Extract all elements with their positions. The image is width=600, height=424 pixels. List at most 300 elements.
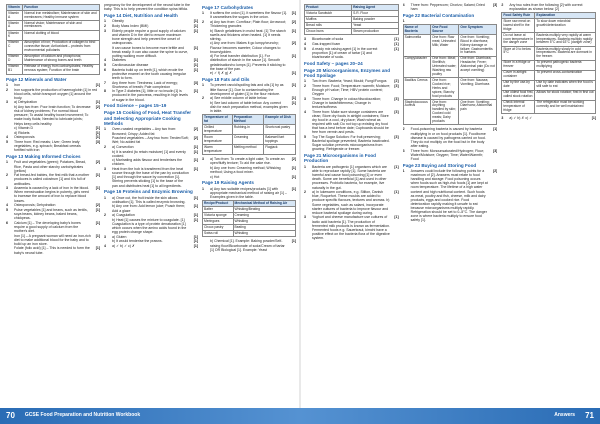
marks: [1] [193, 58, 198, 63]
answer-item [202, 96, 296, 100]
fat-temperature-table [202, 114, 296, 155]
question-number: 1 [304, 164, 306, 169]
answer-text: e) ✓ f) ✗ g) ✗ [210, 71, 233, 76]
marks: [2] [193, 127, 198, 132]
question-number: 2 [6, 173, 8, 178]
raising-air-table [202, 200, 296, 237]
table-cell: Vitamin D [7, 54, 23, 64]
marks: [2] [95, 105, 100, 110]
table-cell: Steam production [352, 29, 399, 35]
table-cell: Absorption of calcium and phosphorus; Maintenance of strong bones and teeth [23, 54, 100, 64]
table-cell: Vitamin A [7, 21, 23, 31]
answer-item [6, 246, 100, 254]
column-header: Recipe/Product [203, 201, 234, 207]
answer-text: A ready mix raising agent [1] in the correct proportion [1] of cream of tartar [1] and bicarbonate of soda. [312, 46, 378, 59]
answer-item [304, 47, 399, 59]
left-col-3 [202, 3, 296, 402]
question-number: 2 [104, 213, 106, 218]
marks: [1] [394, 215, 399, 220]
table-cell: To slow down microbial growth/deterioration [535, 19, 596, 33]
question-number [104, 218, 110, 235]
question-number: 5 [6, 207, 8, 212]
question-number: 3 [104, 28, 106, 33]
marks: [1] [291, 96, 296, 101]
question-number: 1 [402, 19, 405, 24]
table-row [7, 11, 100, 21]
table-row [403, 78, 497, 100]
bacteria-table [403, 24, 498, 125]
table-cell: One from: Diarrhoea; Headache; Fever; Abdominal pain (Do not accept vomiting) [459, 56, 497, 78]
table-cell: Flapjack [264, 145, 296, 155]
answer-item [304, 135, 399, 152]
section-heading: Page 16 Proteins and Enzymic Browning [104, 189, 193, 195]
marks: [1] [193, 23, 198, 28]
table-row [502, 60, 596, 70]
question-number: 3 [202, 157, 204, 161]
marks: [1] [291, 186, 296, 191]
table-cell: Choux buns [305, 29, 352, 35]
question-number [104, 158, 110, 166]
answer-item [202, 239, 296, 251]
column-header: Name of Bacteria [403, 25, 430, 35]
table-cell: Bacillus Cereus [403, 78, 430, 100]
table-row [403, 35, 497, 57]
answer-text: Gas-trapped foam [312, 41, 341, 46]
question-number: 2 [202, 96, 204, 101]
table-cell: Absorption of iron; Production of collagen to bind connective tissue; Antioxidant – protects from environmental pollutants [23, 40, 100, 54]
answer-item [104, 81, 198, 89]
marks: [1] [95, 135, 100, 140]
table-cell: Staphylococcus Aureus [403, 100, 430, 125]
answer-text: Osteoporosis [14, 135, 35, 140]
marks: [2] [193, 136, 198, 141]
answer-item [104, 136, 198, 144]
question-number: 1 [104, 19, 106, 24]
answer-text: b) Chemical [1]. Example: Baking powder/Self-raising flour/Bicarbonate of soda/Cream of tartar [1] OR Biological [1]. Example: Yeast [210, 239, 285, 252]
question-number: 4 [104, 244, 106, 249]
marks: [1] [193, 234, 198, 239]
question-number: 1 [304, 79, 306, 84]
marks: [1] [291, 71, 296, 76]
answer-item [104, 63, 198, 67]
answer-item [104, 213, 198, 217]
answer-item [6, 221, 100, 233]
marks: [1] [193, 204, 198, 209]
marks: [1] [193, 149, 198, 154]
answer-item [104, 167, 198, 188]
answer-text: Three from: Change in colour/discolouration; Change in taste/bitterness; Change in texture/softness [312, 96, 382, 110]
page-number-left: 70 [6, 411, 15, 421]
left-col-2 [104, 3, 198, 402]
table-cell: Release of energy from carbohydrates; Healthy nervous system; Function of the brain [23, 64, 100, 74]
question-number [104, 239, 110, 243]
question-number: 6 [104, 67, 106, 72]
marks: [1] [95, 233, 100, 238]
answer-item [202, 83, 296, 95]
table-cell: Store in a fridge or freezer [502, 60, 535, 70]
marks: [1] [394, 41, 399, 46]
answer-item [6, 208, 100, 220]
question-number: 4 [304, 41, 306, 46]
answer-item [6, 126, 100, 130]
marks: [1] [95, 82, 100, 87]
question-number [202, 239, 208, 251]
vitamin-table [6, 4, 100, 75]
question-number: 5 [304, 46, 306, 51]
question-number: 3 [304, 96, 306, 101]
question-number [202, 101, 208, 113]
table-row [203, 135, 296, 145]
left-footer [0, 408, 300, 424]
question-number: 3 [304, 215, 306, 220]
table-cell: Allows for stock rotation; first in first out [535, 90, 596, 100]
question-number: 3 [104, 167, 106, 172]
question-number: 4 [6, 203, 8, 208]
section-heading: Page 21 Microorganisms in Food Production [304, 153, 376, 164]
section-title: Answers [554, 412, 576, 419]
answer-item [304, 84, 399, 96]
marks: [1] [291, 28, 296, 33]
marks: [1] [193, 67, 198, 72]
answer-item [6, 203, 100, 207]
answer-item [6, 100, 100, 104]
marks: [3] [493, 148, 498, 153]
answer-text: b) It is sealed (to retain moisture) [1] and evenly cooked. [112, 149, 186, 158]
answer-item [304, 110, 399, 135]
answer-text: Diabetes [112, 58, 126, 63]
marks: [3] [493, 3, 498, 7]
intro-text: pregnancy for the development of the neural tube in the baby. This is to help prevent the condition spina bifida. [104, 3, 191, 12]
answer-item [104, 46, 198, 58]
question-number: 4 [402, 3, 405, 7]
answer-text: Three from: Red meats; Liver; Green leafy vegetables, e.g. spinach; Breakfast cereals fortified with iron [14, 140, 81, 153]
section-heading: Page 17 Carbohydrates [202, 4, 254, 10]
table-cell: One from: Anything handled by skin; Cooked cold meats; Dairy products [431, 100, 459, 125]
table-row [305, 29, 399, 35]
answer-text [411, 19, 498, 23]
question-number: 5 [6, 140, 8, 145]
answer-text: b) Any one from: Creaming method; Whisking method; Using a food mixer. [210, 165, 281, 174]
table-header-row [203, 115, 296, 125]
section-heading: Page 13 Making Informed Choices [6, 154, 81, 160]
table-row [502, 19, 596, 33]
question-number: 3 [304, 37, 306, 42]
marks: [1] [394, 46, 399, 51]
answer-text: Elderly people require a good supply of calcium and vitamin D in the diet to ensure maximum bone strength and help prevent the onset of osteoporosis. [112, 28, 186, 45]
table-row [7, 40, 100, 54]
marks: [1] [95, 246, 100, 251]
question-number: 1 [6, 160, 8, 165]
marks: [1] [291, 83, 296, 88]
answer-item [403, 169, 498, 223]
marks: [3] [394, 83, 399, 88]
marks: [3] [394, 134, 399, 139]
table-cell: Vitamin K [7, 30, 23, 40]
section-heading: Page 23 Buying and Storing Food [402, 162, 477, 168]
answer-text: To prevent rancid/spoiling fats and oils [1] by as little flavour [1]. Due to contaminating the development of gluten [1] in the flour mixture. [210, 83, 284, 96]
table-cell: Campylobacter [403, 56, 430, 78]
column-header: Example of Dish [264, 115, 296, 125]
marks: [1] [193, 19, 198, 24]
answer-text: Calcium [1] – The developing baby's bones require a good supply of calcium from the mother's diet. [14, 220, 81, 233]
table-cell: One from: Vomiting; Blood in diarrhoea; Kidney damage or failure; Gastroenteritis in humans [459, 35, 497, 57]
answer-text: Heat from the hob is transferred from the heat source through the base of the pan by conduction [1] and through the sauce by convection [1]. Stirring prevents sticking [1] to the base of the pan and distributes heat [1] to all ingredients. [112, 167, 189, 188]
column-header: Vitamin [7, 5, 23, 11]
answer-text: Bacteria build up on teeth [1], which erode the protective enamel on the tooth causing irregular teeth to form. [112, 67, 186, 80]
answer-text: Folate (folic acid) [1] – This is needed to form the baby's neural tube. [14, 246, 90, 255]
question-number: 3 [6, 100, 8, 105]
answer-text: a) ✓ b) ✗ c) ✓ [509, 116, 533, 121]
right-page [300, 0, 600, 424]
question-number [202, 166, 208, 174]
table-cell: Baking powder [352, 17, 399, 23]
marks: [3] [394, 109, 399, 114]
table-cell: Vitamin C [7, 40, 23, 54]
answer-text: Bicarbonate of soda [312, 37, 344, 42]
question-number [6, 234, 12, 246]
book-title: GCSE Food Preparation and Nutrition Workbook [24, 412, 141, 419]
answer-text: Three from: Make sure storage containers are clean; Store dry foods in airtight containers; Store dry food in a cool, dry place; Wash wheat as required with salt; Do not top up existing dry food that has a best before date; Cupboards should be free from vermin and pests. [312, 109, 389, 135]
question-number: 1 [104, 195, 106, 200]
answer-text: In Type 2 diabetes [1], little or no insulin [1] is produced in the pancreas, resulting in high levels of sugar in the blood. [112, 89, 188, 102]
table-cell: The refrigerator must be working correctly and be well maintained [535, 100, 596, 114]
answer-text: Top The Sugar Solution: For fruit preserving; Bacterial spoilage prevented; Bacteria inactivated. Sugar solution prevents microorganisms from growing; Refrigerate or freezer. [312, 134, 390, 152]
answer-text: Iron supports the production of haemoglobin [1] in red blood cells, which transport oxygen [1] around the body. [14, 87, 98, 100]
marks: [2] [493, 168, 498, 173]
answer-item [304, 79, 399, 83]
marks: [1] [394, 164, 399, 169]
food-safety-table [501, 12, 596, 114]
table-cell: Chilled temperature [203, 125, 233, 135]
section-heading: Page 14 Diet, Nutrition and Health [104, 12, 178, 18]
table-cell: Use by the use-by date [502, 80, 535, 90]
answer-text: b) Starch gelatinises in moist heat. [1] The starch swells and thickens when heated. [1] It needs stirring. [210, 28, 286, 41]
answer-item [202, 20, 296, 28]
right-footer [300, 408, 600, 424]
answer-item [104, 68, 198, 80]
answer-text: Osteoporosis; Dehydration [14, 203, 56, 208]
answer-item [403, 149, 498, 161]
table-cell: Do not leave at room temperature in the danger zone [503, 32, 534, 45]
answer-text: a) Once cut, the fruit inside the skin allows oxidisation [1]. This is called enzymic browning. [112, 195, 186, 204]
table-row [502, 100, 596, 114]
marks: [1] [193, 89, 198, 94]
question-number [104, 46, 110, 58]
answer-text: c) Hot [210, 174, 220, 179]
question-number: 2 [104, 23, 106, 28]
answer-item [104, 89, 198, 101]
table-row [502, 33, 596, 47]
table-cell: Shortcrust pastry [264, 125, 296, 135]
answer-text: Obesity [112, 19, 124, 24]
answer-text: b) Heat [1] causes the mixture to coagulate. [1] Coagulation is a type of protein denaturation [1] which occurs when the amino acids found in the egg protein change shape. [112, 217, 187, 235]
question-number [6, 126, 12, 130]
question-number: 1 [202, 83, 204, 88]
marks: [1] [95, 126, 100, 131]
answer-item [104, 218, 198, 235]
column-header: Product [305, 5, 352, 11]
answer-item [6, 234, 100, 246]
answer-text: Anaemia is caused by a lack of iron in the blood. When menstruation begins in puberty, girls need to increase the amount of iron to replace blood losses. [14, 186, 90, 203]
answer-item [403, 3, 498, 11]
section-heading: Page 15 Cooking of Food, Heat Transfer and Selecting Appropriate Cooking Methods [104, 110, 192, 127]
table-cell: Store raw meat on lowest shelf in the fridge [502, 19, 535, 33]
column-header: Preparation Method [232, 115, 263, 125]
column-header: Raising Agent [352, 5, 399, 11]
table-cell: One from: Nausea; Vomiting; Diarrhoea [459, 78, 497, 100]
column-header: Function [23, 5, 100, 11]
answer-text: a) Convection [112, 144, 134, 149]
table-row [502, 90, 596, 100]
table-row [203, 125, 296, 135]
question-number: 8 [104, 89, 106, 94]
answer-item [6, 88, 100, 100]
question-number [202, 71, 208, 75]
answer-text: c) Vitamin D [14, 126, 33, 131]
answer-item [104, 158, 198, 166]
table-cell: Vitamin B1 [7, 64, 23, 74]
table-cell: Bread rolls [305, 23, 352, 29]
table-cell: Rubbing-in [232, 125, 263, 135]
table-cell: Bakewell tart toppings [264, 135, 296, 145]
answer-text: Iron [14, 82, 21, 87]
table-cell: Whisking [233, 219, 295, 225]
answer-item [202, 187, 296, 199]
table-cell: Store at 0 to below 5°C [502, 46, 535, 60]
question-number: 1 [104, 127, 106, 132]
marks: [1] [193, 144, 198, 149]
left-col-1 [6, 3, 100, 402]
answer-text: Three from: Monounsaturated/Hydrogen; Flour; Water/Moisture; Oxygen; Time; Water/Warmth; Food [410, 148, 485, 161]
table-cell: To prevent pathogenic bacteria multiplying [535, 60, 596, 70]
answer-text: Answers could include the following points for a maximum of [2]. Answers must relate to food handling and storage: Food poisoning occurs when foods such as high-risk foods [1] are kept at room temperature. The lifetime of a high water content and high nutritional content. Such foods as meat, poultry and fish, cheese, milk and dairy products, eggs and cooked rice. Food deterioration rapidly making it unsafe to eat because microorganisms multiply rapidly. Refrigeration should be set to 0–5°C. The danger zone is where bacteria multiply to ensure food safety [1]. [410, 168, 488, 223]
marks: [1] [291, 100, 296, 105]
answer-item [104, 150, 198, 158]
raising-agent-table [304, 4, 399, 35]
answer-text: Three from: Food; Temperature: warmth; Moisture; Enough pH value; Time; HBV protein content; Oxygen [312, 83, 391, 97]
answer-text: a) In lukewarm conditions, e.g. Stilton, Danish blue, Roquefort. These moulds are added to produce specific flavours, textures and aromas. b) Some vegetables, such as salami, incorporate starter cultures of bacteria to improve flavour and reduce bacterial spoilage during curing. [312, 190, 390, 215]
answer-text: Bacteria are pathogenic [1] organisms which are able to reproduce rapidly [1]. Some bacteria are harmful and cause food poisoning [1] or even death. Some are beneficial [1] and used in other processes. Probiotic bacteria, for example, live naturally in the gut. [312, 164, 387, 190]
question-number: 2 [501, 3, 504, 7]
answer-item [104, 196, 198, 204]
table-row [7, 54, 100, 64]
table-row [7, 30, 100, 40]
answer-item [304, 215, 399, 240]
answer-text: b) Any one from: Add lemon juice; Poach them; Add a glaze [112, 204, 185, 213]
answer-text: b) It would tenderise the prawns. [112, 239, 163, 244]
marks: [1] [394, 190, 399, 195]
answer-text: Poached vegetables – Any two from: Tender/Soft; Wet; No added fat [112, 136, 189, 145]
answer-text: Any three from: Tiredness; Lack of energy; Shortness of breath; Pale complexion [112, 80, 178, 89]
table-row [502, 46, 596, 60]
answer-item [104, 24, 198, 28]
table-cell: One from: Cooked rice; Herbs and spices; Starchy food products [431, 78, 459, 100]
answer-item [104, 19, 198, 23]
table-cell: One from: Meat; Shellfish; Untreated water; Washing raw poultry [431, 56, 459, 78]
answer-item [6, 173, 100, 185]
marks: [1] [193, 45, 198, 50]
answer-item [202, 157, 296, 165]
answer-text: Iron [1] – A pregnant woman will need an iron-rich diet to make additional blood for the baby and to build up an iron store. [14, 233, 91, 246]
answer-text: Fat breast-fed babies, the first milk that a mother produces is called colostrum [1] and it is full of antibodies. [14, 173, 90, 186]
table-cell: S.R. Flour [352, 11, 399, 17]
table-cell: To prevent cross-contamination [535, 70, 596, 80]
answer-item [104, 204, 198, 212]
answer-text: Yoghurt and cheese manufacture use cultures of lactic acid bacteria [1]. The production of fermented milk products is known as fermentation. Fermented foods e.g. Sauerkraut, kimchi have a positive effect on the bacteria flora of the digestive system. [312, 215, 391, 240]
marks: [3] [193, 80, 198, 85]
section-heading: Page 22 Bacterial Contamination [402, 12, 475, 18]
table-row [7, 21, 100, 31]
table-cell: Warm temperature [203, 145, 233, 155]
answer-item [6, 83, 100, 87]
answer-item [202, 71, 296, 75]
answer-text: Three from: Peppercorn; Chorizo; Salami; Dried ham [410, 3, 485, 12]
question-number: 3 [6, 186, 8, 191]
table-cell: Choux pastry [203, 225, 234, 231]
column-header: Mechanical Method of Raising Air [233, 201, 295, 207]
right-col-1 [304, 3, 399, 402]
marks: [1] [193, 195, 198, 200]
table-cell: Whisking [233, 231, 295, 237]
marks: [2] [291, 19, 296, 24]
table-cell: Room temperature [203, 135, 233, 145]
answer-item [6, 160, 100, 172]
answer-text: b) See last column of table below. Any correct dish for each preparation method, examples given in table. [210, 100, 288, 114]
marks: [1] [291, 165, 296, 170]
table-row [403, 100, 497, 125]
question-number: 1 [402, 168, 405, 173]
answer-text: Any two rules from the following [2] with correct explanation as shown below: [2] [509, 3, 583, 12]
table-cell: Normal clotting of blood [23, 30, 100, 40]
table-cell: Victoria Sandwich [305, 11, 352, 17]
answer-text: Cardiovascular disease [112, 63, 149, 67]
marks: [1] [193, 217, 198, 222]
table-cell: Bacteria multiply very rapidly at warm temperatures. Bacteria multiply rapidly between 5°C and 63°C (danger zone) [535, 33, 596, 47]
table-row [203, 231, 296, 237]
answer-item [202, 11, 296, 19]
answer-text: It softens the onion [1]. It sweetens the flavour [1]. It caramelises the sugars in the onion. [210, 11, 288, 20]
question-number [202, 41, 208, 53]
answer-item [104, 58, 198, 62]
answer-text: a) See middle column of table below. [210, 96, 268, 101]
question-number [202, 175, 208, 179]
marks: [1] [95, 173, 100, 178]
table-row [203, 145, 296, 155]
answer-text: Two from: Bacteria; Yeast; Mould; Fungi/Fungus [312, 79, 387, 84]
question-number [202, 54, 208, 71]
answer-text: a) Any two suitable recipes/products [1] with appropriate mechanical method of raising air [1] – Examples given in the table. [210, 186, 287, 199]
answer-text: a) Two from: To create a light cake; To create an open/fluffy texture; To aid the cake rise. [210, 157, 285, 166]
question-number: 2 [6, 87, 8, 92]
answer-item [501, 116, 596, 120]
answer-text: Fruit and vegetables (green); Potatoes, Bread, Rice, Pasta and other starchy carbohydrates (yellow) [14, 160, 86, 173]
marks: [2] [291, 41, 296, 46]
answer-text: Food-poisoning bacteria is caused by bacteria multiplying in or on food products [1]. Foodborne disease is caused by pathogens carried on food. They do not multiply on the food but in the body after eating. [410, 127, 486, 148]
answer-text: a) Gluten [112, 234, 127, 239]
right-col-3 [501, 3, 596, 402]
question-number [104, 204, 110, 212]
table-cell: Normal vision; Maintenance of skin and membranes [23, 21, 100, 31]
marks: [1] [591, 116, 597, 121]
marks: [1] [193, 244, 198, 249]
marks: [3] [394, 96, 399, 101]
answer-item [304, 37, 399, 41]
answer-item [6, 135, 100, 139]
table-cell: One from: Raw meat; Unheated Milk; Water [431, 35, 459, 57]
question-number [104, 150, 110, 158]
answer-item [304, 165, 399, 190]
answer-item [202, 101, 296, 113]
